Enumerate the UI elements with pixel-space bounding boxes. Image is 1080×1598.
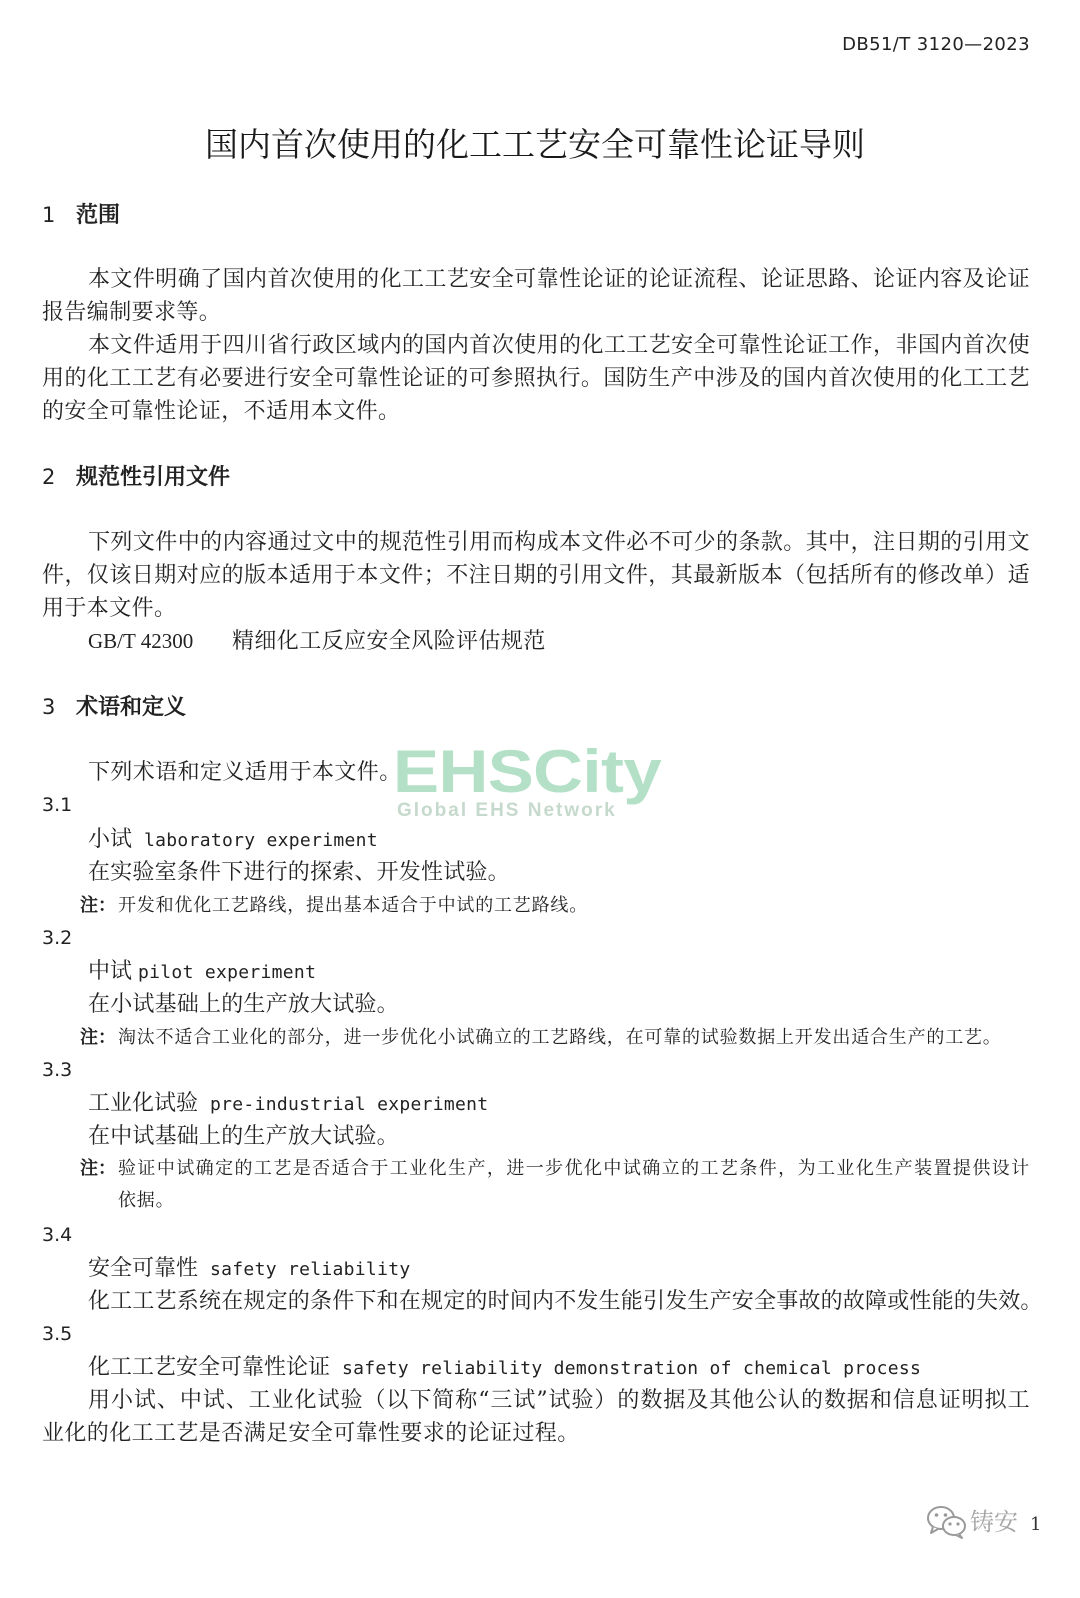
term-english: pilot experiment	[138, 962, 317, 983]
watermark-brand: EHSCity	[393, 738, 662, 805]
account-watermark: 铸安	[970, 1508, 1018, 1536]
term-entry	[88, 823, 378, 856]
paragraph-line: 下列文件中的内容通过文中的规范性引用而构成本文件必不可少的条款。其中，注日期的引用文	[88, 530, 1030, 555]
section-heading-normative-references: 规范性引用文件	[76, 465, 231, 490]
note-line: 依据。	[118, 1190, 175, 1211]
definition-line: 用小试、中试、工业化试验（以下简称“三试”试验）的数据及其他公认的数据和信息证明拟工	[88, 1388, 1030, 1413]
references-paragraph	[42, 526, 1030, 625]
definition-line: 化工工艺系统在规定的条件下和在规定的时间内不发生能引发生产安全事故的故障或性能的失效。	[88, 1289, 1043, 1314]
term-chinese: 安全可靠性	[88, 1256, 199, 1281]
term-definition	[42, 1384, 1030, 1450]
term-number: 3.4	[42, 1224, 73, 1246]
definition-line: 在实验室条件下进行的探索、开发性试验。	[88, 860, 510, 885]
term-entry	[88, 955, 316, 988]
reference-title: 精细化工反应安全风险评估规范	[232, 629, 546, 654]
term-entry	[88, 1351, 921, 1384]
term-chinese: 中试	[88, 959, 133, 984]
paragraph-line: 本文件适用于四川省行政区域内的国内首次使用的化工工艺安全可靠性论证工作，非国内首次使	[88, 333, 1030, 358]
section-number: 3	[42, 695, 56, 719]
paragraph-line: 用的化工工艺有必要进行安全可靠性论证的可参照执行。国防生产中涉及的国内首次使用的化工工艺	[42, 366, 1030, 391]
term-english: safety reliability demonstration of chemical process	[342, 1358, 922, 1379]
term-english: pre-industrial experiment	[210, 1094, 489, 1115]
note-line: 验证中试确定的工艺是否适合于工业化生产，进一步优化中试确立的工艺条件，为工业化生产装置提供设计	[118, 1158, 1030, 1179]
term-entry	[88, 1087, 488, 1120]
definition-line: 在中试基础上的生产放大试验。	[88, 1124, 399, 1149]
document-code: DB51/T 3120—2023	[842, 34, 1030, 55]
reference-code: GB/T 42300	[88, 629, 194, 653]
term-definition	[42, 988, 1030, 1021]
definition-line: 业化的化工工艺是否满足安全可靠性要求的论证过程。	[42, 1421, 580, 1446]
page-number: 1	[1030, 1514, 1042, 1535]
term-definition	[42, 1120, 1030, 1153]
terms-intro: 下列术语和定义适用于本文件。	[88, 760, 402, 785]
term-number: 3.5	[42, 1323, 73, 1345]
term-definition	[42, 1285, 1043, 1318]
section-number: 2	[42, 465, 56, 489]
note-label: 注：	[80, 1158, 116, 1179]
term-note	[118, 1152, 1030, 1216]
paragraph-line: 件，仅该日期对应的版本适用于本文件；不注日期的引用文件，其最新版本（包括所有的修改单）适	[42, 563, 1030, 588]
page-title: 国内首次使用的化工工艺安全可靠性论证导则	[205, 125, 865, 164]
definition-line: 在小试基础上的生产放大试验。	[88, 992, 399, 1017]
term-chinese: 小试	[88, 827, 133, 852]
term-english: safety reliability	[210, 1259, 411, 1280]
section-heading-terms: 术语和定义	[76, 695, 187, 720]
term-number: 3.3	[42, 1059, 73, 1081]
wechat-icon	[925, 1504, 967, 1540]
note-label: 注：	[80, 1027, 116, 1048]
term-english: laboratory experiment	[144, 830, 378, 851]
paragraph-line: 的安全可靠性论证，不适用本文件。	[42, 399, 401, 424]
note-line: 淘汰不适合工业化的部分，进一步优化小试确立的工艺路线，在可靠的试验数据上开发出适合生产的工艺。	[118, 1027, 1002, 1048]
term-chinese: 工业化试验	[88, 1091, 199, 1116]
term-number: 3.1	[42, 794, 73, 816]
term-definition	[42, 856, 1030, 889]
term-number: 3.2	[42, 927, 73, 949]
term-note	[118, 1021, 1030, 1053]
paragraph-line: 本文件明确了国内首次使用的化工工艺安全可靠性论证的论证流程、论证思路、论证内容及论证	[88, 267, 1030, 292]
note-line: 开发和优化工艺路线，提出基本适合于中试的工艺路线。	[118, 895, 588, 916]
term-note	[118, 889, 1030, 921]
note-label: 注：	[80, 895, 116, 916]
term-chinese: 化工工艺安全可靠性论证	[88, 1355, 331, 1380]
scope-paragraph-2	[42, 329, 1030, 428]
watermark-tagline: Global EHS Network	[397, 800, 617, 821]
section-number: 1	[42, 203, 56, 227]
scope-paragraph-1	[42, 263, 1030, 329]
paragraph-line: 报告编制要求等。	[42, 300, 222, 325]
section-heading-scope: 范围	[76, 203, 121, 228]
paragraph-line: 用于本文件。	[42, 596, 177, 621]
term-entry	[88, 1252, 410, 1285]
